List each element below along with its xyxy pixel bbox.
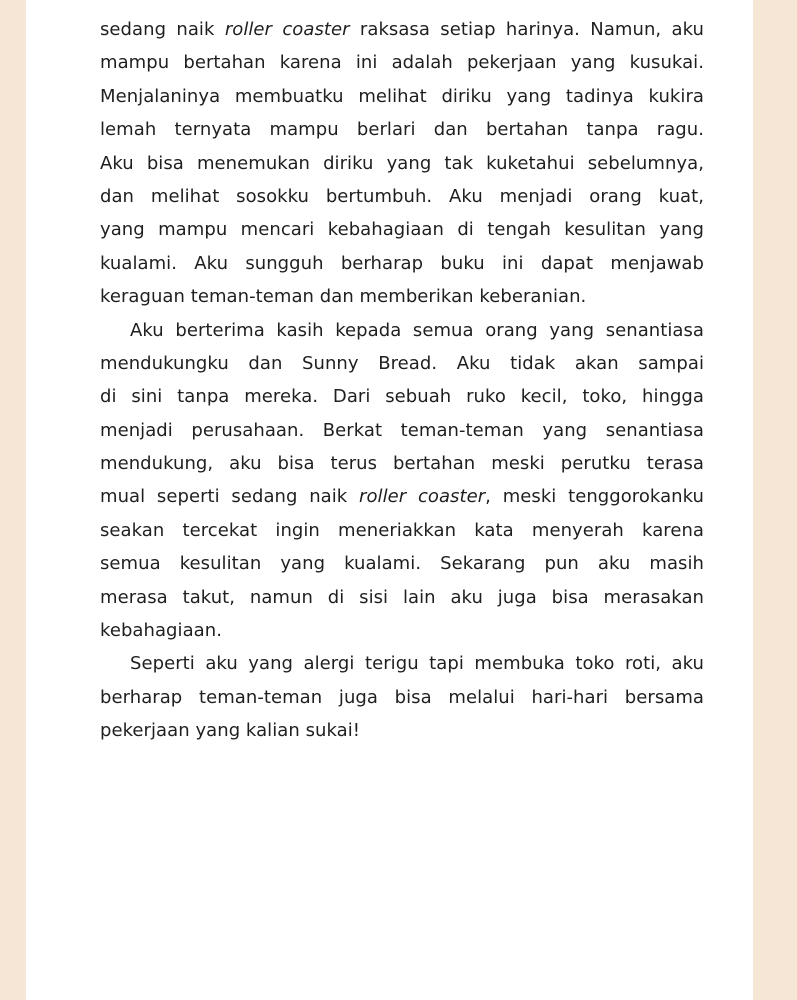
- text-segment: Aku bisa menemukan diriku yang tak kuketahui sebelumnya,: [100, 152, 704, 174]
- text-segment: pekerjaan yang kalian sukai!: [100, 720, 361, 742]
- text-segment: mendukung, aku bisa terus bertahan meski perutku terasa: [100, 453, 704, 475]
- text-segment: merasa takut, namun di sisi lain aku juga bisa merasakan: [100, 586, 704, 608]
- text-line: [100, 514, 704, 547]
- text-segment: yang mampu mencari kebahagiaan di tengah kesulitan yang: [100, 219, 704, 241]
- text-line: [100, 480, 704, 513]
- text-line: [100, 147, 704, 180]
- italic-text: roller coaster: [224, 19, 350, 40]
- text-segment: semua kesulitan yang kualami. Sekarang pun aku masih: [100, 553, 704, 575]
- text-line: [100, 681, 704, 714]
- page-body: [100, 13, 704, 748]
- text-segment: Aku berterima kasih kepada semua orang yang senantiasa: [130, 319, 704, 341]
- text-line: [100, 247, 704, 280]
- text-line: [100, 647, 704, 680]
- text-segment: keraguan teman-teman dan memberikan keberanian.: [100, 286, 587, 308]
- text-line: [100, 80, 704, 113]
- text-segment: Seperti aku yang alergi terigu tapi membuka toko roti, aku: [130, 653, 704, 675]
- text-line: [100, 447, 704, 480]
- text-segment: berharap teman-teman juga bisa melalui hari-hari bersama: [100, 686, 704, 708]
- text-segment: sedang naik: [100, 19, 225, 40]
- text-line: [100, 380, 704, 413]
- text-segment: di sini tanpa mereka. Dari sebuah ruko kecil, toko, hingga: [100, 386, 704, 408]
- text-line: [100, 347, 704, 380]
- text-line: [100, 547, 704, 580]
- text-segment: lemah ternyata mampu berlari dan bertahan tanpa ragu.: [100, 119, 704, 141]
- text-segment: Menjalaninya membuatku melihat diriku yang tadinya kukira: [100, 85, 704, 107]
- text-line: [100, 714, 704, 747]
- text-segment: kebahagiaan.: [100, 620, 222, 642]
- text-line: [100, 46, 704, 79]
- book-page: [26, 0, 753, 1000]
- text-segment: menjadi perusahaan. Berkat teman-teman yang senantiasa: [100, 419, 704, 441]
- text-line: [100, 180, 704, 213]
- text-segment: dan melihat sosokku bertumbuh. Aku menjadi orang kuat,: [100, 185, 704, 207]
- text-line: [100, 280, 704, 313]
- text-line: [100, 414, 704, 447]
- text-line: [100, 213, 704, 246]
- text-segment: raksasa setiap harinya. Namun, aku: [349, 19, 704, 40]
- text-line: [100, 13, 704, 46]
- text-line: [100, 314, 704, 347]
- text-segment: kualami. Aku sungguh berharap buku ini dapat menjawab: [100, 252, 704, 274]
- text-segment: seakan tercekat ingin meneriakkan kata menyerah karena: [100, 519, 704, 541]
- text-line: [100, 614, 704, 647]
- text-line: [100, 113, 704, 146]
- text-segment: mampu bertahan karena ini adalah pekerjaan yang kusukai.: [100, 52, 704, 74]
- text-segment: , meski tenggorokanku: [485, 486, 704, 508]
- text-segment: mendukungku dan Sunny Bread. Aku tidak akan sampai: [100, 352, 704, 374]
- text-line: [100, 581, 704, 614]
- italic-text: roller coaster: [359, 486, 486, 508]
- text-segment: mual seperti sedang naik: [100, 486, 360, 508]
